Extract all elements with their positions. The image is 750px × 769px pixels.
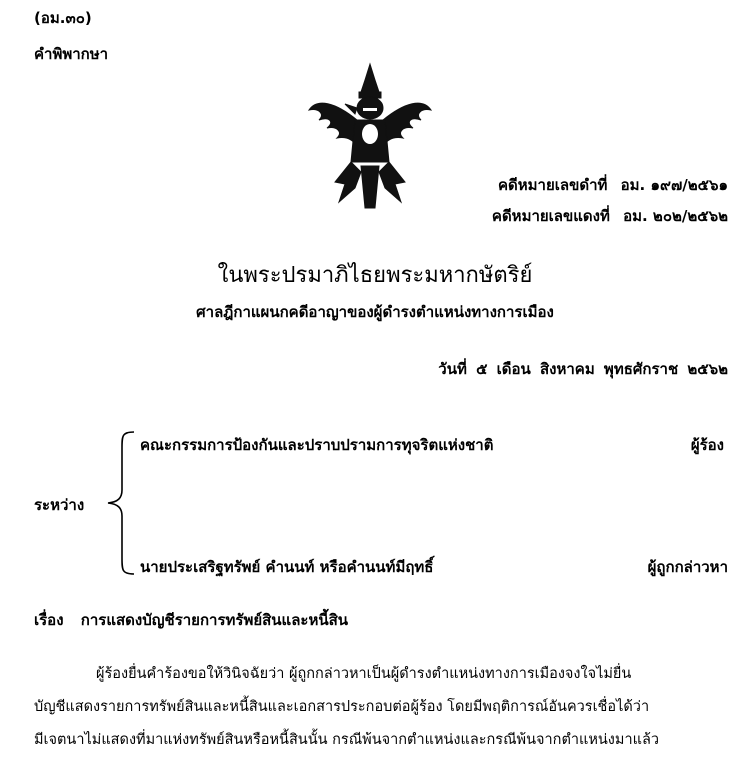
document-title: คำพิพากษา [34, 45, 109, 63]
between-label: ระหว่าง [34, 496, 85, 514]
form-code: (อม.๓๐) [34, 9, 92, 27]
black-case-label: คดีหมายเลขดำที่ [498, 176, 608, 194]
black-case-number [498, 173, 728, 197]
royal-heading: ในพระปรมาภิไธยพระมหากษัตริย์ [217, 263, 533, 288]
red-case-number [492, 204, 728, 228]
plaintiff-name: คณะกรรมการป้องกันและปราบปรามการทุจริตแห่งชาติ [140, 436, 494, 454]
red-case-value: อม. ๒๐๒/๒๕๖๒ [623, 207, 728, 225]
body-line: ผู้ร้องยื่นคำร้องขอให้วินิจฉัยว่า ผู้ถูกกล่าวหาเป็นผู้ดำรงตำแหน่งทางการเมืองจงใจไม่ยื่น [96, 666, 632, 682]
judgment-date: วันที่ ๕ เดือน สิงหาคม พุทธศักราช ๒๕๖๒ [438, 360, 728, 378]
court-name: ศาลฎีกาแผนกคดีอาญาของผู้ดำรงตำแหน่งทางการเมือง [196, 303, 554, 321]
party-brace [104, 428, 140, 578]
garuda-emblem-icon [305, 62, 435, 210]
subject-text: การแสดงบัญชีรายการทรัพย์สินและหนี้สิน [80, 611, 349, 629]
body-line: มีเจตนาไม่แสดงที่มาแห่งทรัพย์สินหรือหนี้สินนั้น กรณีพ้นจากตำแหน่งและกรณีพ้นจากตำแหน่งมาแล้ว [34, 732, 659, 748]
subject-label: เรื่อง [34, 611, 64, 629]
body-line: บัญชีแสดงรายการทรัพย์สินและหนี้สินและเอกสารประกอบต่อผู้ร้อง โดยมีพฤติการณ์อันควรเชื่อได้ว่า [34, 699, 650, 715]
red-case-label: คดีหมายเลขแดงที่ [491, 207, 610, 225]
subject-line [34, 608, 348, 632]
defendant-role: ผู้ถูกกล่าวหา [647, 558, 728, 576]
black-case-value: อม. ๑๙๗/๒๕๖๑ [620, 176, 728, 194]
plaintiff-role: ผู้ร้อง [690, 436, 724, 454]
defendant-name: นายประเสริฐทรัพย์ คำนนท์ หรือคำนนท์มีฤทธิ์ [140, 558, 434, 576]
